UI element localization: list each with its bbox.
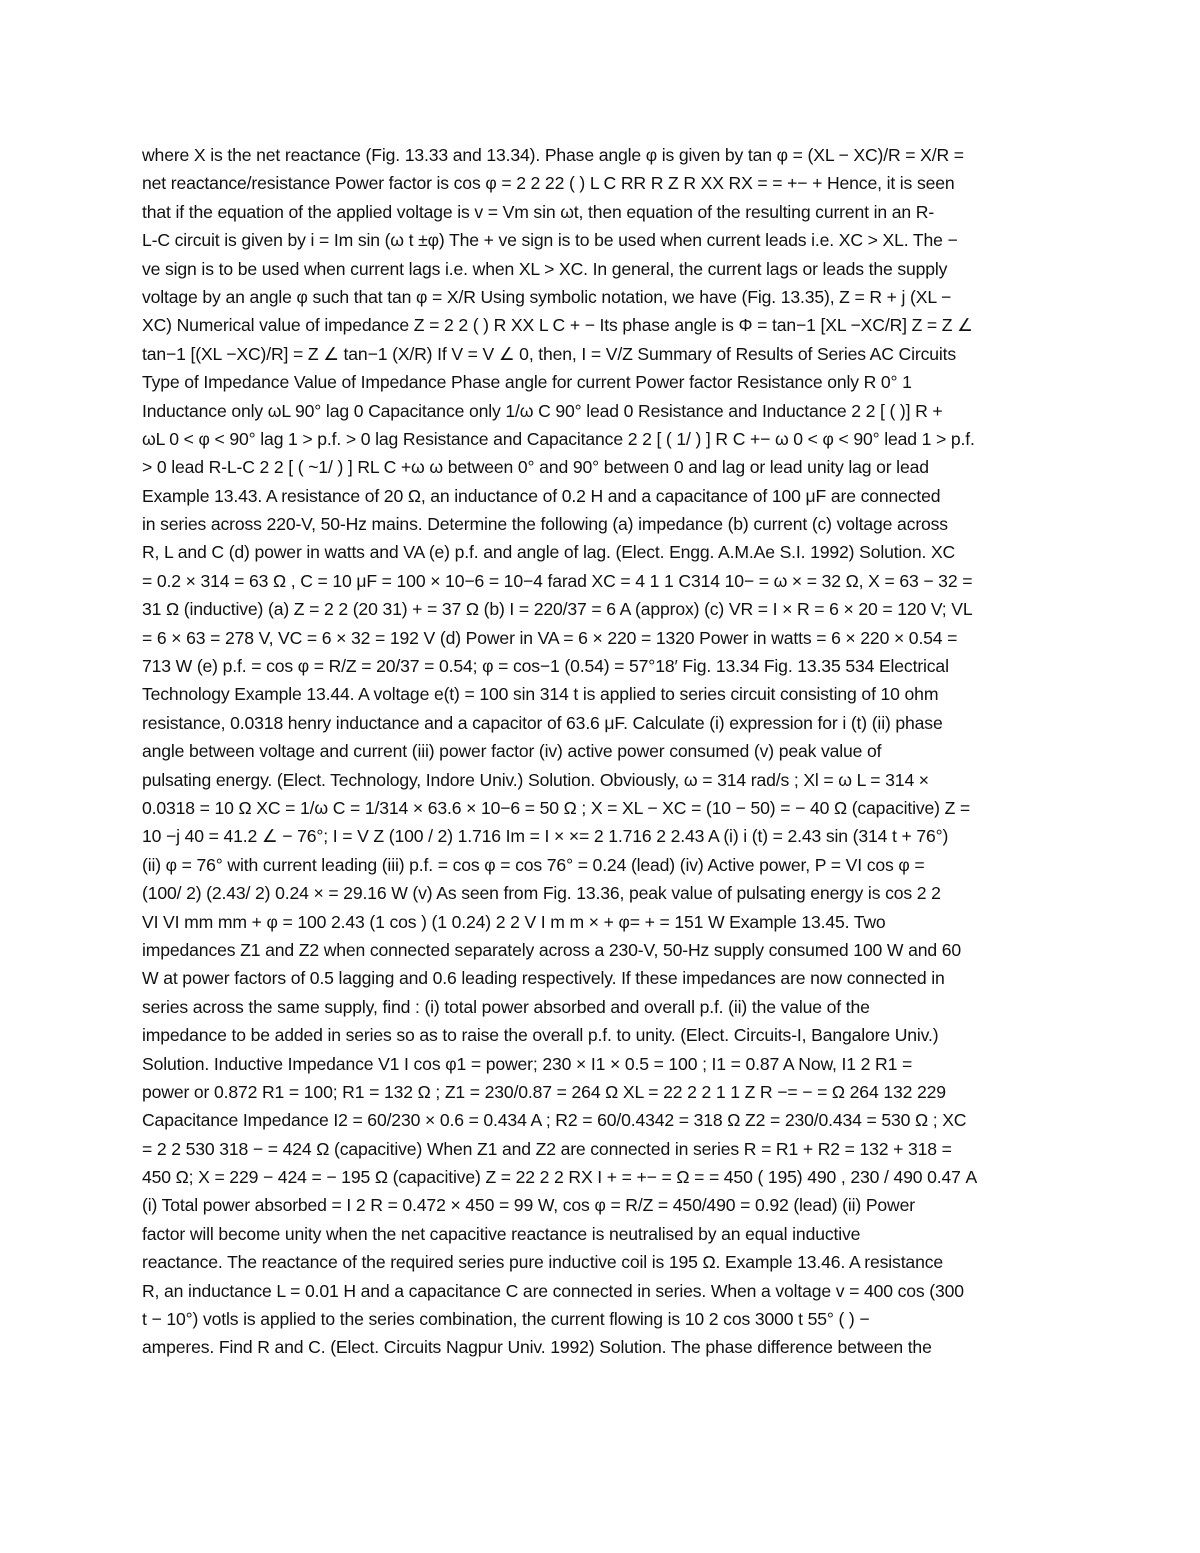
text-line: reactance. The reactance of the required series pure inductive coil is 195 Ω. Example 13.46. A resistance bbox=[142, 1252, 943, 1273]
text-line: XC) Numerical value of impedance Z = 2 2 ( ) R XX L C + − Its phase angle is Φ = tan−1 [XL −XC/R] Z = Z ∠ bbox=[142, 315, 973, 336]
text-line: impedance to be added in series so as to raise the overall p.f. to unity. (Elect. Circuits-I, Bangalore Univ.) bbox=[142, 1025, 939, 1046]
text-line: VI VI mm mm + φ = 100 2.43 (1 cos ) (1 0.24) 2 2 V I m m × + φ= + = 151 W Example 13.45. Two bbox=[142, 911, 886, 932]
text-line: ve sign is to be used when current lags i.e. when XL > XC. In general, the current lags or leads the supply bbox=[142, 258, 948, 279]
text-line: t − 10°) votls is applied to the series combination, the current flowing is 10 2 cos 3000 t 55° ( ) − bbox=[142, 1309, 870, 1330]
text-line: R, L and C (d) power in watts and VA (e) p.f. and angle of lag. (Elect. Engg. A.M.Ae S.I. 1992) Solution. XC bbox=[142, 542, 956, 563]
text-line: 0.0318 = 10 Ω XC = 1/ω C = 1/314 × 63.6 × 10−6 = 50 Ω ; X = XL − XC = (10 − 50) = − 40 Ω (capacitive) Z = bbox=[142, 797, 971, 818]
text-line: W at power factors of 0.5 lagging and 0.6 leading respectively. If these impedances are now connected in bbox=[142, 968, 945, 989]
text-line: voltage by an angle φ such that tan φ = X/R Using symbolic notation, we have (Fig. 13.35), Z = R + j (XL − bbox=[142, 286, 952, 307]
text-line: that if the equation of the applied voltage is v = Vm sin ωt, then equation of the resulting current in an R- bbox=[142, 201, 935, 222]
text-line: = 0.2 × 314 = 63 Ω , C = 10 μF = 100 × 10−6 = 10−4 farad XC = 4 1 1 C314 10− = ω × = 32 Ω, X = 63 − 32 = bbox=[142, 570, 973, 591]
text-line: 10 −j 40 = 41.2 ∠ − 76°; I = V Z (100 / 2) 1.716 Im = I × ×= 2 1.716 2 2.43 A (i) i (t) = 2.43 sin (314 t + 76°) bbox=[142, 826, 949, 847]
text-line: (100/ 2) (2.43/ 2) 0.24 × = 29.16 W (v) As seen from Fig. 13.36, peak value of pulsating energy is cos 2 2 bbox=[142, 883, 941, 904]
text-line: Inductance only ωL 90° lag 0 Capacitance only 1/ω C 90° lead 0 Resistance and Inductance 2 2 [ ( )] R + bbox=[142, 400, 943, 421]
text-line: 31 Ω (inductive) (a) Z = 2 2 (20 31) + = 37 Ω (b) I = 220/37 = 6 A (approx) (c) VR = I × R = 6 × 20 = 120 V; VL bbox=[142, 599, 973, 620]
text-line: amperes. Find R and C. (Elect. Circuits Nagpur Univ. 1992) Solution. The phase difference between the bbox=[142, 1337, 932, 1358]
text-line: net reactance/resistance Power factor is cos φ = 2 2 22 ( ) L C RR R Z R XX RX = = +− + Hence, it is seen bbox=[142, 173, 955, 194]
text-line: Example 13.43. A resistance of 20 Ω, an inductance of 0.2 H and a capacitance of 100 μF are connected bbox=[142, 485, 941, 506]
text-line: L-C circuit is given by i = Im sin (ω t ±φ) The + ve sign is to be used when current leads i.e. XC > XL. The − bbox=[142, 230, 958, 251]
text-line: = 2 2 530 318 − = 424 Ω (capacitive) When Z1 and Z2 are connected in series R = R1 + R2 = 132 + 318 = bbox=[142, 1138, 952, 1159]
text-line: tan−1 [(XL −XC)/R] = Z ∠ tan−1 (X/R) If V = V ∠ 0, then, I = V/Z Summary of Results of Series AC Circuits bbox=[142, 343, 957, 364]
text-line: angle between voltage and current (iii) power factor (iv) active power consumed (v) peak value of bbox=[142, 741, 882, 762]
text-line: Solution. Inductive Impedance V1 I cos φ1 = power; 230 × I1 × 0.5 = 100 ; I1 = 0.87 A Now, I1 2 R1 = bbox=[142, 1053, 913, 1074]
text-line: Type of Impedance Value of Impedance Phase angle for current Power factor Resistance only R 0° 1 bbox=[142, 372, 912, 393]
text-line: R, an inductance L = 0.01 H and a capacitance C are connected in series. When a voltage v = 400 cos (300 bbox=[142, 1280, 964, 1301]
text-line: (i) Total power absorbed = I 2 R = 0.472 × 450 = 99 W, cos φ = R/Z = 450/490 = 0.92 (lead) (ii) Power bbox=[142, 1195, 915, 1216]
text-line: Technology Example 13.44. A voltage e(t) = 100 sin 314 t is applied to series circuit consisting of 10 ohm bbox=[142, 684, 939, 705]
text-line: 450 Ω; X = 229 − 424 = − 195 Ω (capacitive) Z = 22 2 2 RX I + = +− = Ω = = 450 ( 195) 490 , 230 / 490 0.47 A bbox=[142, 1167, 978, 1188]
text-line: ωL 0 < φ < 90° lag 1 > p.f. > 0 lag Resistance and Capacitance 2 2 [ ( 1/ ) ] R C +− ω 0 < φ < 90° lead 1 > p.f. bbox=[142, 428, 975, 449]
text-line: Capacitance Impedance I2 = 60/230 × 0.6 = 0.434 A ; R2 = 60/0.4342 = 318 Ω Z2 = 230/0.434 = 530 Ω ; XC bbox=[142, 1110, 967, 1131]
text-line: resistance, 0.0318 henry inductance and a capacitor of 63.6 μF. Calculate (i) expression for i (t) (ii) phase bbox=[142, 712, 943, 733]
text-line: 713 W (e) p.f. = cos φ = R/Z = 20/37 = 0.54; φ = cos−1 (0.54) = 57°18′ Fig. 13.34 Fig. 13.35 534 Electrical bbox=[142, 656, 949, 677]
text-line: in series across 220-V, 50-Hz mains. Determine the following (a) impedance (b) current (c) voltage across bbox=[142, 514, 948, 535]
text-line: power or 0.872 R1 = 100; R1 = 132 Ω ; Z1 = 230/0.87 = 264 Ω XL = 22 2 2 1 1 Z R −= − = Ω 264 132 229 bbox=[142, 1081, 946, 1102]
text-line: = 6 × 63 = 278 V, VC = 6 × 32 = 192 V (d) Power in VA = 6 × 220 = 1320 Power in watts = 6 × 220 × 0.54 = bbox=[142, 627, 958, 648]
text-line: series across the same supply, find : (i) total power absorbed and overall p.f. (ii) the value of the bbox=[142, 996, 870, 1017]
text-line: where X is the net reactance (Fig. 13.33 and 13.34). Phase angle φ is given by tan φ = (XL − XC)/R = X/R = bbox=[142, 145, 964, 165]
text-line: pulsating energy. (Elect. Technology, Indore Univ.) Solution. Obviously, ω = 314 rad/s ; Xl = ω L = 314 × bbox=[142, 769, 929, 790]
text-line: factor will become unity when the net capacitive reactance is neutralised by an equal inductive bbox=[142, 1223, 861, 1244]
body-text bbox=[142, 141, 1066, 1362]
text-line: (ii) φ = 76° with current leading (iii) p.f. = cos φ = cos 76° = 0.24 (lead) (iv) Active power, P = VI cos φ = bbox=[142, 854, 925, 875]
text-line: impedances Z1 and Z2 when connected separately across a 230-V, 50-Hz supply consumed 100 W and 60 bbox=[142, 939, 962, 960]
text-line: > 0 lead R-L-C 2 2 [ ( ~1/ ) ] RL C +ω ω between 0° and 90° between 0 and lag or lead unity lag or lead bbox=[142, 457, 929, 478]
